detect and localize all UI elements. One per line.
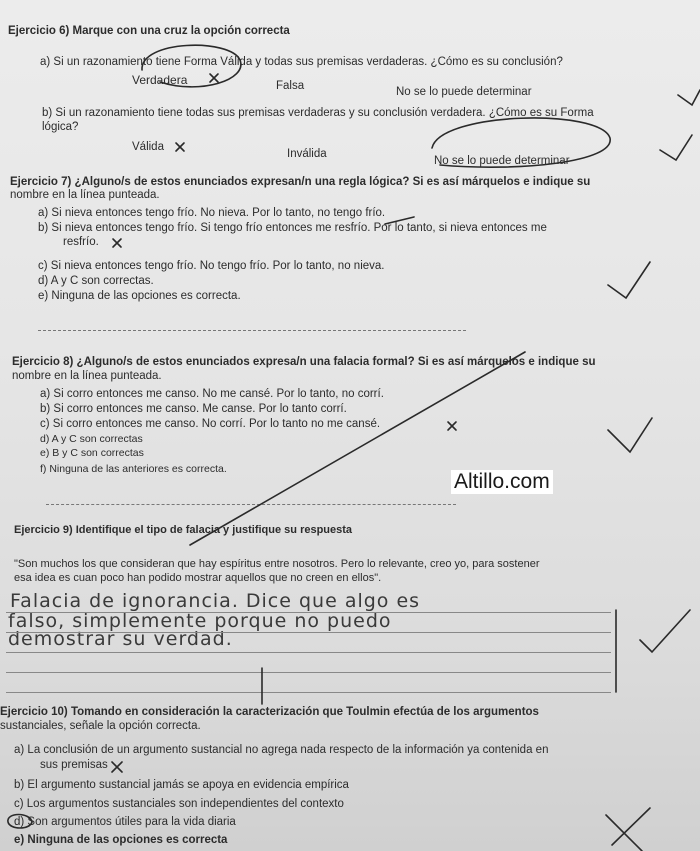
exercise-7-title: Ejercicio 7) ¿Alguno/s de estos enunciados expresan/n una regla lógica? Si es así márquelos e indique su [10, 176, 591, 188]
exercise-6-title: Ejercicio 6) Marque con una cruz la opción correcta [8, 25, 290, 37]
exercise-8-title: Ejercicio 8) ¿Alguno/s de estos enunciados expresa/n una falacia formal? Si es así márquelos e indique su [12, 356, 596, 368]
exercise-8-title-cont: nombre en la línea punteada. [12, 370, 162, 382]
exercise-10-option-b: b) El argumento sustancial jamás se apoya en evidencia empírica [14, 779, 349, 791]
pen-check-7 [608, 262, 650, 298]
exercise-6a-option-verdadera: Verdadera [132, 73, 188, 87]
exercise-6b-option-invalida: Inválida [287, 148, 327, 160]
pen-cross-verdadera [210, 74, 218, 82]
exercise-6b-question: b) Si un razonamiento tiene todas sus premisas verdaderas y su conclusión verdadera. ¿Cómo es su Forma [42, 107, 594, 119]
pen-check-6b [660, 135, 692, 160]
exercise-9-title: Ejercicio 9) Identifique el tipo de falacia y justifique su respuesta [14, 524, 353, 536]
exercise-6b-question-cont: lógica? [42, 121, 79, 133]
exercise-7-option-a: a) Si nieva entonces tengo frío. No nieva. Por lo tanto, no tengo frío. [38, 207, 386, 219]
exercise-7-option-d: d) A y C son correctas. [38, 275, 154, 287]
pen-check-8 [608, 418, 652, 452]
exercise-10-option-c: c) Los argumentos sustanciales son independientes del contexto [14, 798, 344, 810]
exercise-8-option-b: b) Si corro entonces me canso. Me canse. Por lo tanto corrí. [40, 403, 347, 415]
pen-strike-7a [385, 217, 414, 224]
exercise-10-title: Ejercicio 10) Tomando en consideración la caracterización que Toulmin efectúa de los argumentos [0, 706, 539, 718]
exercise-7-option-e: e) Ninguna de las opciones es correcta. [38, 290, 241, 302]
exercise-8-option-c: c) Si corro entonces me canso. No corrí. Por lo tanto no me cansé. [40, 418, 381, 430]
exercise-10-option-e: e) Ninguna de las opciones es correcta [14, 834, 228, 846]
pen-circle-10d [8, 815, 32, 829]
exercise-8-option-f: f) Ninguna de las anteriores es correcta. [40, 463, 227, 475]
exercise-8-option-d: d) A y C son correctas [40, 433, 143, 445]
pen-diagonal-8 [190, 352, 525, 545]
pen-check-6a [678, 90, 700, 105]
exercise-6a-question: a) Si un razonamiento tiene Forma Válida y todas sus premisas verdaderas. ¿Cómo es su conclusión? [40, 56, 563, 68]
exercise-10-option-d: d) Son argumentos útiles para la vida diaria [14, 816, 236, 828]
exercise-7-option-c: c) Si nieva entonces tengo frío. No tengo frío. Por lo tanto, no nieva. [38, 260, 385, 272]
exercise-9-handwritten-answer-2: falso, simplemente porque no puedo [8, 610, 392, 632]
exercise-6a-option-indeterminado: No se lo puede determinar [396, 86, 532, 98]
exercise-10-option-a: a) La conclusión de un argumento sustancial no agrega nada respecto de la información ya contenida en [14, 744, 549, 756]
exercise-9-quote: "Son muchos los que consideran que hay espíritus entre nosotros. Pero lo relevante, creo yo, para sostener [14, 558, 540, 570]
exercise-10-option-a-cont: sus premisas [40, 759, 108, 771]
pen-cross-8c [448, 422, 456, 430]
exercise-6b-option-indeterminado: No se lo puede determinar [434, 155, 570, 167]
exercise-6a-option-falsa: Falsa [276, 80, 305, 92]
pen-cross-valida [176, 143, 184, 151]
exercise-10-title-cont: sustanciales, señale la opción correcta. [0, 720, 201, 732]
exercise-8-option-a: a) Si corro entonces me canso. No me cansé. Por lo tanto, no corrí. [40, 388, 384, 400]
watermark: Altillo.com [451, 470, 553, 494]
pen-circle-indeterminado [432, 118, 610, 167]
exercise-9-handwritten-answer-3: demostrar su verdad. [8, 628, 233, 650]
pen-check-9 [640, 610, 690, 652]
exercise-7-option-b-cont: resfrío. [63, 236, 99, 248]
exercise-9-quote-cont: esa idea es cuan poco han podido mostrar aquellos que no creen en ellos". [14, 572, 382, 584]
exercise-9-handwritten-answer-1: Falacia de ignorancia. Dice que algo es [10, 590, 421, 612]
pen-circle-forma-valida [142, 45, 241, 87]
exercise-6b-option-valida: Válida [132, 141, 164, 153]
pen-cross-10a [112, 762, 122, 772]
pen-cross-7b [113, 239, 121, 247]
pen-cross-10 [606, 808, 650, 851]
exercise-7-title-cont: nombre en la línea punteada. [10, 189, 160, 201]
exercise-7-option-b: b) Si nieva entonces tengo frío. Si tengo frío entonces me resfrío. Por lo tanto, si nieva entonces me [38, 222, 547, 234]
exercise-8-option-e: e) B y C son correctas [40, 447, 144, 459]
